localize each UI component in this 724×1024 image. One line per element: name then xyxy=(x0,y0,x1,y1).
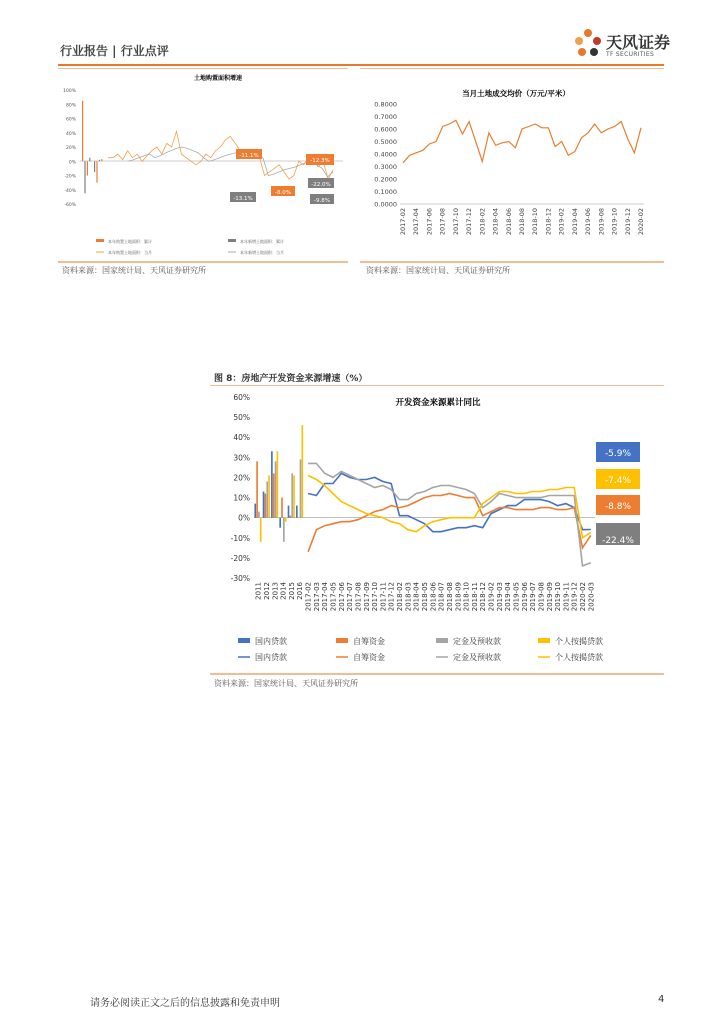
f8-x-tick: 2018-05 xyxy=(421,582,429,612)
right-x-tick: 2017-12 xyxy=(465,208,474,236)
f8-x-tick: 2019-06 xyxy=(520,582,529,612)
f8-bar xyxy=(283,518,285,542)
f8-x-tick: 2017-03 xyxy=(312,582,321,612)
right-y-tick: 0.6000 xyxy=(374,125,397,134)
figure-8-chart-title: 开发资金来源累计同比 xyxy=(395,398,481,408)
f8-x-tick: 2016 xyxy=(296,582,305,600)
callout-6: -9.8% xyxy=(314,198,330,204)
f8-legend-1: 国内贷款 xyxy=(255,637,287,646)
right-x-tick: 2018-10 xyxy=(531,208,540,236)
land-price-line xyxy=(403,120,641,163)
f8-y-tick: 60% xyxy=(233,393,250,402)
f8-bar xyxy=(277,451,279,517)
left-bar xyxy=(99,160,100,161)
f8-legend-3: 定金及预收款 xyxy=(453,637,501,646)
f8-bar xyxy=(296,506,298,518)
f8-x-tick: 2012 xyxy=(263,582,271,600)
right-y-tick: 0.0000 xyxy=(374,200,397,209)
f8-x-tick: 2018-06 xyxy=(429,582,438,612)
f8-x-tick: 2020-03 xyxy=(587,582,596,612)
right-chart-title: 当月土地成交均价（万元/平米） xyxy=(462,89,570,98)
right-y-tick: 0.3000 xyxy=(374,163,397,171)
f8-bar xyxy=(256,461,258,517)
land-area-growth-chart xyxy=(58,68,348,263)
f8-x-tick: 2017-02 xyxy=(304,582,313,612)
figure-8-legend xyxy=(238,636,603,662)
callout-1: -11.1% xyxy=(239,153,259,159)
f8-y-tick: -30% xyxy=(230,574,250,583)
header-rule xyxy=(58,64,664,66)
left-bar xyxy=(84,161,85,193)
f8-bar xyxy=(300,459,302,517)
right-chart-source: 资料来源：国家统计局、天风证券研究所 xyxy=(366,266,510,275)
f8-bar xyxy=(266,481,268,517)
left-bar xyxy=(89,158,90,162)
logo-subtitle: TF SECURITIES xyxy=(606,51,655,58)
left-y-tick: 100% xyxy=(63,89,76,94)
figure-8-label: 图 8：房地产开发资金来源增速（%） xyxy=(214,374,368,384)
f8-bar xyxy=(268,475,270,517)
left-chart-title: 土地购置面积增速 xyxy=(193,75,243,82)
f8-legend-6: 自筹资金 xyxy=(353,653,385,662)
right-x-tick: 2019-06 xyxy=(584,208,593,236)
left-chart-gray-line xyxy=(128,147,333,177)
f8-callout-1: -5.9% xyxy=(604,449,632,459)
f8-x-tick: 2019-02 xyxy=(487,582,496,612)
f8-x-tick: 2017-10 xyxy=(371,582,380,612)
report-category: 行业报告 | 行业点评 xyxy=(60,44,169,58)
disclaimer: 请务必阅读正文之后的信息披露和免责申明 xyxy=(90,998,280,1009)
figure-8-x-axis xyxy=(255,581,596,611)
f8-callout-3: -8.8% xyxy=(604,502,632,512)
figure-8-source: 资料来源：国家统计局、天风证券研究所 xyxy=(214,679,358,688)
f8-x-tick: 2019-10 xyxy=(554,582,563,612)
f8-legend-2: 自筹资金 xyxy=(353,637,385,646)
figure-8-y-axis xyxy=(231,393,250,583)
f8-x-tick: 2015 xyxy=(287,582,296,600)
f8-bar xyxy=(293,475,295,517)
right-x-tick: 2017-10 xyxy=(451,208,460,236)
right-x-tick: 2019-08 xyxy=(597,208,606,236)
right-x-tick: 2017-04 xyxy=(412,208,421,236)
f8-bar xyxy=(281,498,283,518)
f8-x-tick: 2018-11 xyxy=(470,582,479,612)
f8-y-tick: -10% xyxy=(230,533,250,543)
land-price-chart xyxy=(360,68,664,263)
right-x-tick: 2018-02 xyxy=(478,208,487,236)
f8-x-tick: 2019-09 xyxy=(545,582,554,612)
right-y-tick: 0.8000 xyxy=(374,100,397,109)
left-y-tick: 60% xyxy=(65,117,76,123)
f8-bar xyxy=(291,473,293,517)
left-y-tick: 0% xyxy=(68,160,76,166)
right-y-tick: 0.2000 xyxy=(374,175,397,184)
left-chart-bars xyxy=(82,101,102,194)
f8-bar xyxy=(288,506,290,518)
left-legend-1: 本年购置土地面积：累计 xyxy=(108,239,152,244)
f8-x-tick: 2017-11 xyxy=(379,582,388,612)
f8-bar xyxy=(285,518,287,522)
right-x-tick: 2018-08 xyxy=(518,208,526,236)
callout-4: -8.0% xyxy=(275,190,291,196)
f8-bar xyxy=(273,473,275,517)
left-y-tick: 40% xyxy=(65,131,76,137)
callout-2: -13.1% xyxy=(233,196,253,202)
left-y-tick: 20% xyxy=(65,146,76,151)
figure-8-monthly-lines xyxy=(308,463,591,566)
right-x-tick: 2020-02 xyxy=(637,208,645,236)
right-y-tick: 0.4000 xyxy=(374,150,397,159)
left-chart-source: 资料来源：国家统计局、天风证券研究所 xyxy=(62,266,206,275)
f8-line-0 xyxy=(308,473,591,531)
f8-x-tick: 2014 xyxy=(279,582,288,600)
right-x-tick: 2018-04 xyxy=(491,208,500,236)
right-y-tick: 0.5000 xyxy=(374,138,397,146)
f8-callout-2: -7.4% xyxy=(604,476,632,486)
funding-source-chart xyxy=(210,385,664,675)
f8-bar xyxy=(260,518,262,542)
f8-x-tick: 2017-12 xyxy=(387,582,396,612)
f8-y-tick: 0% xyxy=(238,513,250,523)
f8-bar xyxy=(290,516,292,518)
f8-x-tick: 2018-07 xyxy=(437,582,446,612)
left-y-tick: 80% xyxy=(65,103,76,109)
right-x-tick: 2018-06 xyxy=(504,208,513,236)
f8-bar xyxy=(254,504,256,518)
callout-3: -12.3% xyxy=(310,158,330,164)
f8-bar xyxy=(263,492,265,518)
f8-bar xyxy=(258,512,260,518)
f8-x-tick: 2017-06 xyxy=(337,582,346,612)
f8-x-tick: 2018-12 xyxy=(479,582,488,612)
f8-y-tick: 30% xyxy=(233,453,250,463)
f8-x-tick: 2019-04 xyxy=(504,582,513,612)
f8-x-tick: 2019-03 xyxy=(495,582,504,612)
f8-legend-7: 定金及预收款 xyxy=(453,653,501,662)
f8-line-1 xyxy=(308,494,591,552)
f8-x-tick: 2011 xyxy=(254,582,263,600)
right-x-tick: 2019-10 xyxy=(610,208,619,236)
company-logo xyxy=(570,24,606,60)
f8-x-tick: 2018-03 xyxy=(404,582,413,612)
f8-x-tick: 2019-12 xyxy=(570,582,579,612)
f8-x-tick: 2018-08 xyxy=(446,582,454,612)
left-legend-4: 本年新增土地面积：当月 xyxy=(240,250,284,255)
right-x-tick: 2019-04 xyxy=(570,208,579,236)
f8-y-tick: -20% xyxy=(230,553,250,563)
f8-bar xyxy=(301,425,303,518)
f8-bar xyxy=(265,494,267,518)
f8-bar xyxy=(275,461,277,517)
f8-x-tick: 2019-07 xyxy=(529,582,538,612)
f8-x-tick: 2017-08 xyxy=(354,582,363,612)
right-x-tick: 2018-12 xyxy=(544,208,553,236)
left-bar xyxy=(87,161,88,175)
f8-x-tick: 2020-02 xyxy=(579,582,587,612)
right-y-tick: 0.1000 xyxy=(374,188,397,196)
right-x-tick: 2017-02 xyxy=(399,208,407,236)
f8-legend-5: 国内贷款 xyxy=(255,653,287,662)
f8-x-tick: 2019-11 xyxy=(562,582,571,612)
f8-x-tick: 2018-09 xyxy=(454,582,463,612)
f8-y-tick: 50% xyxy=(233,413,250,423)
right-x-tick: 2019-02 xyxy=(557,208,566,236)
right-x-tick: 2017-06 xyxy=(425,208,434,236)
f8-callout-4: -22.4% xyxy=(602,536,634,546)
left-bar xyxy=(101,159,102,161)
f8-bar xyxy=(271,451,273,517)
left-legend-2: 本年新增土地面积：累计 xyxy=(240,239,284,244)
left-y-tick: -40% xyxy=(64,188,76,194)
f8-x-tick: 2013 xyxy=(271,582,280,600)
f8-x-tick: 2019-08 xyxy=(537,582,546,612)
figure-8-annual-bars xyxy=(254,425,303,542)
left-y-tick: -60% xyxy=(64,203,76,208)
f8-bar xyxy=(279,518,281,528)
left-y-tick: -20% xyxy=(64,174,76,180)
logo-name: 天风证券 xyxy=(606,33,671,52)
f8-x-tick: 2017-07 xyxy=(346,582,355,612)
right-chart-y-axis xyxy=(374,101,397,209)
f8-x-tick: 2018-04 xyxy=(412,582,421,612)
left-bar xyxy=(94,161,95,172)
f8-y-tick: 40% xyxy=(233,433,250,443)
page-number: 4 xyxy=(658,994,665,1005)
f8-line-2 xyxy=(308,463,591,566)
left-bar xyxy=(82,101,83,162)
f8-x-tick: 2017-04 xyxy=(321,582,330,612)
f8-legend-8: 个人按揭贷款 xyxy=(555,653,603,662)
right-chart-x-axis xyxy=(399,208,645,235)
f8-x-tick: 2017-09 xyxy=(362,582,371,612)
f8-legend-4: 个人按揭贷款 xyxy=(555,637,603,646)
right-x-tick: 2017-08 xyxy=(438,208,447,236)
f8-x-tick: 2017-05 xyxy=(329,582,338,612)
f8-x-tick: 2019-05 xyxy=(512,582,521,612)
left-legend-3: 本年购置土地面积：当月 xyxy=(108,250,152,255)
callout-5: -22.0% xyxy=(311,182,331,188)
left-bar xyxy=(96,161,97,182)
left-chart-y-axis xyxy=(63,88,77,208)
right-x-tick: 2019-12 xyxy=(623,208,632,236)
f8-x-tick: 2018-10 xyxy=(462,582,471,612)
left-chart-orange-line xyxy=(108,131,333,179)
f8-y-tick: 10% xyxy=(233,493,250,503)
f8-y-tick: 20% xyxy=(233,473,250,483)
right-y-tick: 0.7000 xyxy=(374,113,397,121)
f8-x-tick: 2018-02 xyxy=(396,582,404,612)
